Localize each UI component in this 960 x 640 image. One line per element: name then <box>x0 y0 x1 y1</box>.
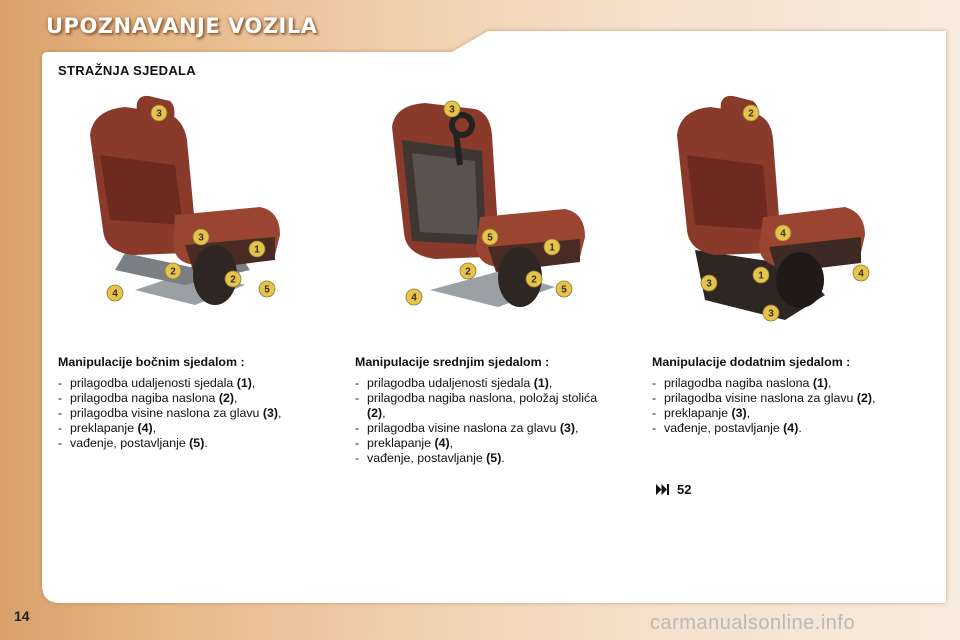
instruction-text: prilagodba udaljenosti sjedala <box>70 376 237 390</box>
callout-number: 3 <box>768 308 774 320</box>
instruction-item <box>355 421 617 436</box>
callout-number: 2 <box>531 274 537 286</box>
callout-number: 2 <box>170 266 176 278</box>
header-title: UPOZNAVANJE VOZILA <box>46 14 318 38</box>
callout-number: 5 <box>487 232 493 244</box>
instruction-punct: , <box>872 391 876 405</box>
callout-number: 2 <box>230 274 236 286</box>
column-heading: Manipulacije srednjim sjedalom : <box>355 355 550 369</box>
callout-number: 3 <box>198 232 204 244</box>
instruction-item <box>652 391 910 406</box>
instruction-ref: (2) <box>218 391 234 405</box>
instruction-item <box>58 436 320 451</box>
instruction-text: vađenje, postavljanje <box>664 421 784 435</box>
instruction-ref: (4) <box>137 421 153 435</box>
instruction-item <box>652 406 910 421</box>
instruction-ref: (4) <box>434 436 450 450</box>
column-heading: Manipulacije dodatnim sjedalom : <box>652 355 851 369</box>
column-heading: Manipulacije bočnim sjedalom : <box>58 355 245 369</box>
instruction-list <box>355 376 617 466</box>
instruction-punct: , <box>152 421 157 435</box>
instruction-item <box>355 376 617 391</box>
page-reference-number: 52 <box>677 482 692 497</box>
instruction-text: prilagodba udaljenosti sjedala <box>367 376 534 390</box>
watermark: carmanualsonline.info <box>650 612 856 634</box>
instruction-ref: (2) <box>367 406 383 420</box>
column-middle-seat <box>355 355 617 466</box>
instruction-item <box>58 406 320 421</box>
callout-number: 5 <box>561 284 567 296</box>
callout-number: 4 <box>780 228 786 240</box>
instruction-punct: , <box>278 406 282 420</box>
instruction-text: preklapanje <box>664 406 732 420</box>
instruction-ref: (4) <box>783 421 799 435</box>
instruction-text: vađenje, postavljanje <box>367 451 487 465</box>
column-extra-seat <box>652 355 910 436</box>
instruction-item <box>58 421 320 436</box>
instruction-ref: (5) <box>486 451 502 465</box>
callout-number: 2 <box>465 266 471 278</box>
page-number: 14 <box>14 608 30 624</box>
instruction-item <box>355 436 617 451</box>
instruction-item <box>355 451 617 466</box>
instruction-punct: . <box>501 451 505 465</box>
instruction-ref: (3) <box>559 421 576 435</box>
side-seat-illustration <box>75 95 295 325</box>
instruction-text: prilagodba visine naslona za glavu <box>367 421 560 435</box>
instruction-punct: , <box>382 406 386 420</box>
instruction-punct: , <box>827 376 832 390</box>
instruction-punct: , <box>548 376 553 390</box>
callout-number: 1 <box>758 270 764 282</box>
callout-number: 3 <box>706 278 712 290</box>
seat-body <box>392 103 585 307</box>
instruction-text: preklapanje <box>70 421 138 435</box>
fast-forward-icon <box>656 484 669 495</box>
instruction-punct: , <box>233 391 238 405</box>
instruction-text: prilagodba visine naslona za glavu <box>664 391 857 405</box>
instruction-ref: (3) <box>731 406 747 420</box>
callout-number: 3 <box>449 104 455 116</box>
middle-seat-illustration <box>380 95 600 325</box>
instruction-item <box>355 391 617 421</box>
section-title: STRAŽNJA SJEDALA <box>58 63 196 78</box>
page-reference[interactable] <box>656 482 691 497</box>
instruction-punct: , <box>746 406 751 420</box>
instruction-text: prilagodba nagiba naslona <box>70 391 219 405</box>
instruction-item <box>652 376 910 391</box>
instruction-item <box>58 391 320 406</box>
instruction-text: prilagodba visine naslona za glavu <box>70 406 263 420</box>
instruction-ref: (1) <box>812 376 828 390</box>
callout-number: 2 <box>748 108 754 120</box>
instruction-ref: (1) <box>236 376 252 390</box>
callout-number: 3 <box>156 108 162 120</box>
instruction-text: preklapanje <box>367 436 435 450</box>
instruction-item <box>58 376 320 391</box>
instruction-ref: (2) <box>856 391 873 405</box>
callout-number: 4 <box>112 288 118 300</box>
instruction-ref: (3) <box>262 406 279 420</box>
callout-number: 1 <box>549 242 555 254</box>
instruction-punct: , <box>575 421 579 435</box>
instruction-ref: (1) <box>533 376 549 390</box>
instruction-item <box>652 421 910 436</box>
instruction-text: vađenje, postavljanje <box>70 436 190 450</box>
callout-number: 4 <box>858 268 864 280</box>
instruction-punct: . <box>204 436 208 450</box>
column-side-seat <box>58 355 320 451</box>
extra-seat-illustration <box>665 95 885 325</box>
instruction-list <box>58 376 320 451</box>
instruction-ref: (5) <box>189 436 205 450</box>
callout-number: 5 <box>264 284 270 296</box>
instruction-punct: . <box>798 421 802 435</box>
instruction-text: prilagodba nagiba naslona <box>664 376 813 390</box>
instruction-list <box>652 376 910 436</box>
instruction-text: prilagodba nagiba naslona, položaj stolića <box>367 391 598 405</box>
instruction-punct: , <box>449 436 454 450</box>
seat-body <box>90 96 280 305</box>
instruction-punct: , <box>251 376 256 390</box>
callout-number: 1 <box>254 244 260 256</box>
callout-number: 4 <box>411 292 417 304</box>
